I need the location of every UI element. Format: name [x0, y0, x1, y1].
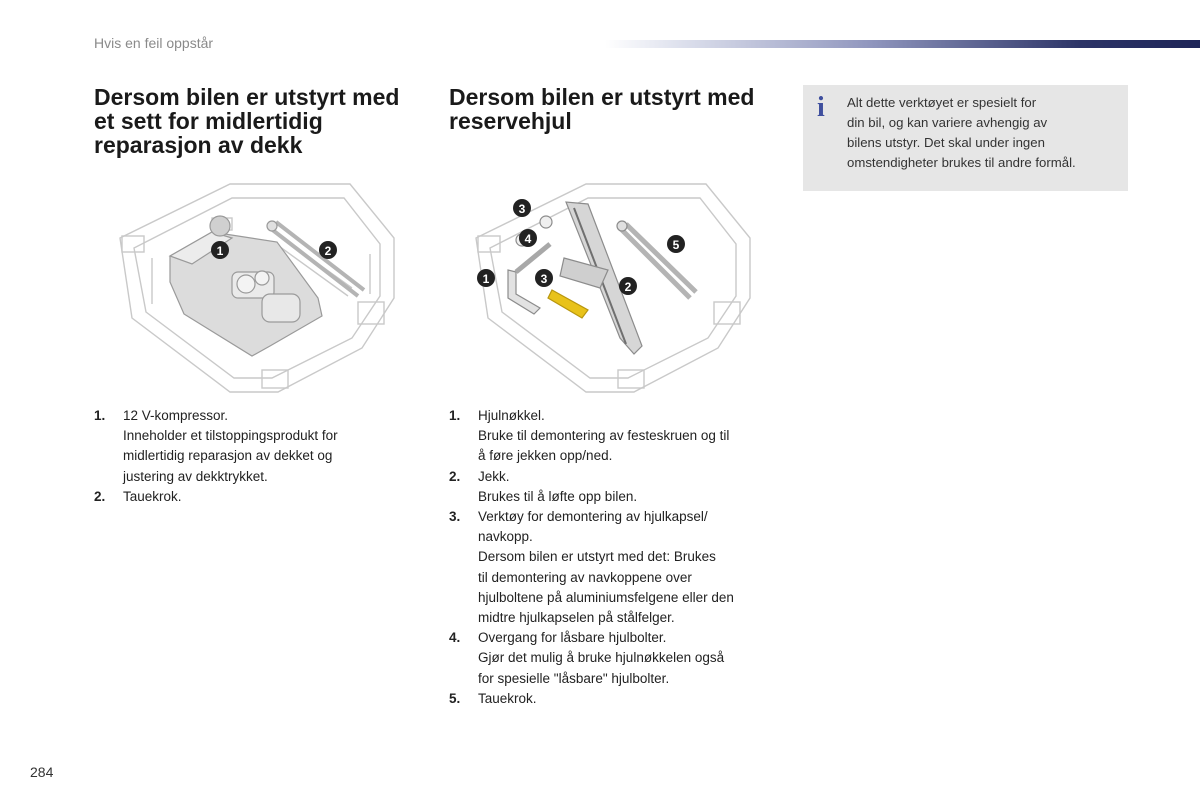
callout-3-top: [513, 199, 531, 217]
item-line: Verktøy for demontering av hjulkapsel/: [478, 509, 708, 525]
item-number: 3.: [449, 509, 461, 525]
item-line: justering av dekktrykket.: [123, 468, 268, 484]
item-line: til demontering av navkoppene over: [478, 569, 692, 585]
item-line: Gjør det mulig å bruke hjulnøkkelen også: [478, 650, 725, 666]
item-line: Tauekrok.: [123, 488, 182, 504]
list-item: [449, 406, 779, 467]
info-line: bilens utstyr. Det skal under ingen: [847, 135, 1045, 150]
svg-text:2: 2: [624, 280, 632, 294]
svg-text:4: 4: [524, 232, 532, 246]
item-line: Dersom bilen er utstyrt med det: Brukes: [478, 549, 716, 565]
item-number: 1.: [449, 408, 461, 423]
svg-text:3: 3: [518, 202, 526, 216]
spare-wheel-list: [449, 406, 779, 709]
header-section-label: Hvis en feil oppstår: [94, 35, 214, 51]
svg-text:3: 3: [540, 272, 548, 286]
callout-1: [477, 269, 495, 287]
left-section-title: Dersom bilen er utstyrt med et sett for midlertidig reparasjon av dekk: [94, 84, 400, 158]
info-box: [803, 85, 1128, 191]
item-line: Tauekrok.: [478, 690, 537, 706]
list-item: [94, 487, 394, 507]
info-text: [847, 93, 1119, 173]
item-line: for spesielle "låsbare" hjulbolter.: [478, 670, 670, 686]
repair-kit-list: [94, 406, 394, 507]
item-line: Hjulnøkkel.: [478, 408, 545, 423]
item-line: midtre hjulkapselen på stålfelger.: [478, 610, 675, 626]
item-line: navkopp.: [478, 529, 533, 545]
item-line: midlertidig reparasjon av dekket og: [123, 448, 333, 464]
svg-text:5: 5: [672, 238, 680, 252]
item-line: 12 V-kompressor.: [123, 408, 229, 423]
list-item: [449, 689, 779, 709]
svg-text:2: 2: [324, 244, 332, 258]
middle-section-title: Dersom bilen er utstyrt med reservehjul: [449, 84, 755, 134]
info-line: din bil, og kan variere avhengig av: [847, 115, 1048, 130]
info-icon: i: [817, 92, 825, 123]
item-line: Overgang for låsbare hjulbolter.: [478, 630, 667, 646]
item-line: Bruke til demontering av festeskruen og til: [478, 428, 730, 444]
item-number: 2.: [449, 468, 461, 484]
spare-wheel-tools-illustration: [470, 178, 755, 398]
item-line: Inneholder et tilstoppingsprodukt for: [123, 428, 338, 444]
item-line: Brukes til å løfte opp bilen.: [478, 488, 638, 504]
item-line: hjulboltene på aluminiumsfelgene eller den: [478, 589, 734, 605]
callout-1: [211, 241, 229, 259]
list-item: [449, 467, 779, 507]
info-line: Alt dette verktøyet er spesielt for: [847, 95, 1037, 110]
item-number: 4.: [449, 630, 461, 646]
item-number: 1.: [94, 408, 106, 423]
info-line: omstendigheter brukes til andre formål.: [847, 155, 1076, 170]
list-item: [449, 507, 779, 628]
callout-2: [619, 277, 637, 295]
callout-4: [519, 229, 537, 247]
item-number: 2.: [94, 488, 106, 504]
item-number: 5.: [449, 690, 461, 706]
repair-kit-illustration: [112, 178, 398, 398]
item-line: å føre jekken opp/ned.: [478, 448, 613, 464]
item-line: Jekk.: [478, 468, 510, 484]
page-number: 284: [30, 764, 54, 780]
callout-2: [319, 241, 337, 259]
svg-text:1: 1: [482, 272, 490, 286]
callout-3-bottom: [535, 269, 553, 287]
svg-text:1: 1: [216, 244, 224, 258]
callout-5: [667, 235, 685, 253]
header-rule: [605, 40, 1200, 48]
list-item: [94, 406, 394, 487]
list-item: [449, 628, 779, 689]
